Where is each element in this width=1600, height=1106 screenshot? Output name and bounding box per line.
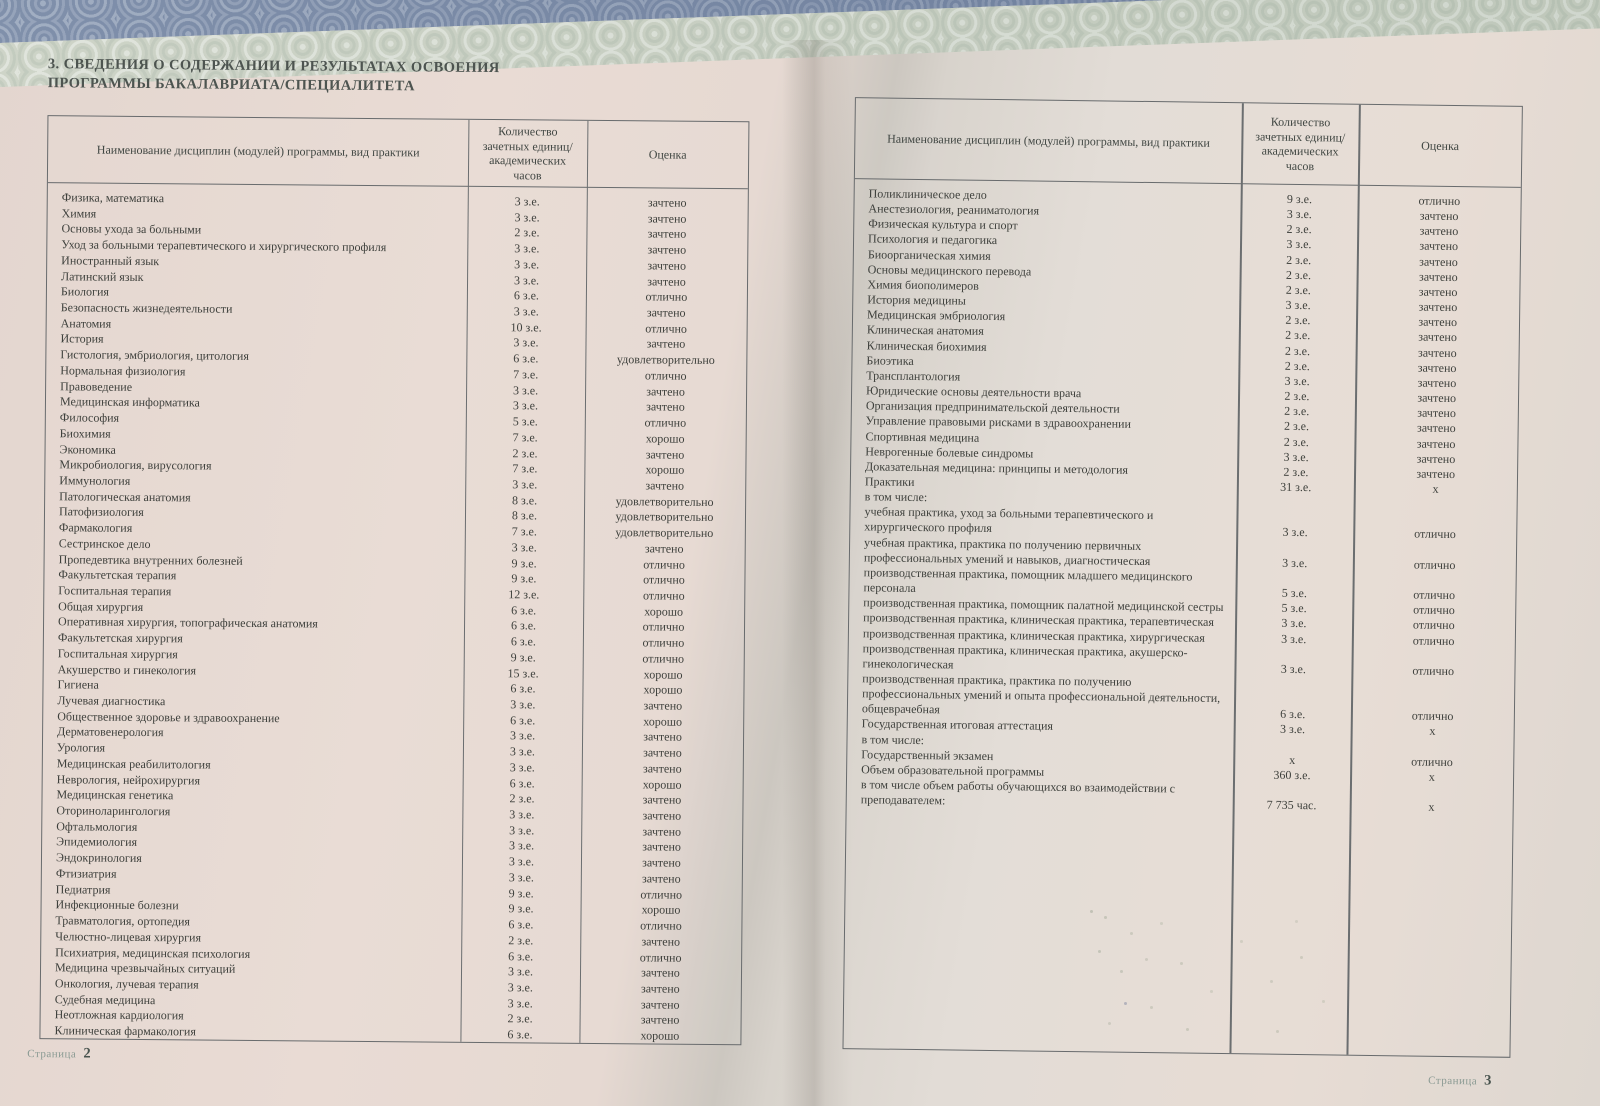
discipline-name: Урология (56, 740, 106, 755)
credits-value: 5 з.е. (1281, 585, 1307, 601)
discipline-name: Дерматовенерология (57, 724, 164, 740)
discipline-name: Пропедевтика внутренних болезней (58, 551, 243, 568)
grade-value: х (1428, 769, 1435, 784)
grade-value: отлично (643, 572, 685, 587)
grade-value: зачтено (1416, 466, 1456, 481)
grade-value: зачтено (1419, 239, 1459, 254)
grade-value: отлично (643, 556, 685, 572)
credits-value: 3 з.е. (1286, 206, 1312, 222)
discipline-name: Общественное здоровье и здравоохранение (57, 708, 280, 725)
section-title-line2: ПРОГРАММЫ БАКАЛАВРИАТА/СПЕЦИАЛИТЕТА (47, 75, 415, 95)
credits-value: 6 з.е. (508, 917, 534, 932)
grade-value: зачтено (643, 698, 683, 713)
grade-value: отлично (1411, 754, 1453, 769)
grade-value: зачтено (641, 871, 681, 886)
credits-value: 3 з.е. (509, 838, 535, 853)
disciplines-table-left (39, 115, 749, 1045)
credits-value: 6 з.е. (510, 681, 536, 696)
credits-value: 2 з.е. (1286, 222, 1312, 237)
credits-value: 7 з.е. (511, 524, 537, 539)
discipline-name: Биология (60, 284, 110, 300)
discipline-name: История медицины (867, 292, 967, 308)
grade-value: отлично (1414, 526, 1456, 542)
table-header-right (855, 98, 1522, 188)
credits-value: 3 з.е. (1285, 297, 1311, 313)
discipline-name: Оториноларингология (56, 803, 171, 819)
credits-value: 9 з.е. (510, 650, 536, 665)
discipline-name: Управление правовыми рисками в здравоохранении (865, 413, 1132, 432)
credits-value: 3 з.е. (1286, 237, 1312, 252)
credits-value: 9 з.е. (508, 901, 534, 916)
grade-value: зачтено (1419, 208, 1459, 224)
discipline-name: Клиническая анатомия (866, 322, 984, 339)
credits-value: 3 з.е. (1283, 449, 1309, 464)
credits-value: 3 з.е. (1282, 555, 1308, 570)
discipline-name: Трансплантология (866, 368, 961, 384)
credits-value: 9 з.е. (508, 885, 534, 901)
discipline-name: Объем образовательной программы (861, 762, 1045, 779)
grade-value: зачтено (644, 541, 684, 556)
discipline-name: Медицинская эмбриология (866, 307, 1006, 324)
grade-value: хорошо (641, 902, 681, 918)
credits-value: 8 з.е. (511, 508, 538, 523)
credits-value: 2 з.е. (1283, 419, 1310, 434)
grade-value: отлично (644, 368, 687, 383)
credits-value: 3 з.е. (507, 964, 534, 979)
credits-value: 3 з.е. (508, 870, 534, 885)
grade-value: зачтено (646, 305, 686, 320)
column-header-name: Наименование дисциплин (модулей) программы, вид практики (96, 142, 420, 160)
grade-value: хорошо (645, 431, 685, 446)
table-body-left (40, 183, 747, 1045)
credits-value: 3 з.е. (508, 854, 535, 869)
grade-value: зачтено (641, 965, 680, 980)
credits-value: 3 з.е. (514, 209, 540, 225)
discipline-name: учебная практика, уход за больными терапевтического и хирургического профиля (864, 504, 1154, 536)
grade-value: хорошо (640, 1028, 680, 1043)
grade-value: хорошо (643, 714, 683, 729)
grade-value: хорошо (645, 462, 685, 477)
discipline-name: Химия (61, 206, 97, 221)
discipline-name: в том числе объем работы обучающихся во взаимодействии с преподавателем: (860, 777, 1176, 808)
grade-value: отлично (642, 619, 685, 635)
disciplines-table-right (842, 97, 1522, 1058)
grade-value: отлично (1413, 602, 1455, 618)
credits-value: 2 з.е. (507, 1011, 533, 1026)
grade-value: зачтено (641, 981, 680, 996)
ink-speckle-marks (1090, 910, 1093, 913)
grade-value: зачтено (1418, 284, 1458, 299)
discipline-name: Педиатрия (55, 881, 111, 897)
discipline-name: Гистология, эмбриология, цитология (60, 347, 249, 364)
credits-value: 6 з.е. (510, 618, 537, 633)
grade-value: х (1432, 481, 1439, 496)
discipline-name: Травматология, ортопедия (55, 913, 191, 929)
grade-value: отлично (644, 415, 687, 430)
grade-value: отлично (642, 588, 685, 603)
credits-value: 2 з.е. (1285, 328, 1311, 343)
grade-value: отлично (1413, 557, 1456, 572)
credits-value: 3 з.е. (509, 744, 536, 759)
grade-value: х (1429, 724, 1436, 739)
grade-value: зачтено (1416, 436, 1456, 451)
column-header-grade: Оценка (648, 147, 687, 162)
credits-value: 3 з.е. (514, 241, 540, 256)
grade-value: зачтено (1418, 299, 1458, 315)
credits-value: 2 з.е. (1285, 267, 1312, 282)
credits-value: 31 з.е. (1280, 479, 1312, 495)
credits-value: 2 з.е. (1284, 343, 1311, 358)
credits-value: 9 з.е. (511, 571, 537, 586)
credits-value: 3 з.е. (512, 398, 539, 413)
discipline-name: Гигиена (57, 677, 99, 692)
grade-value: зачтено (640, 997, 680, 1012)
credits-value: 3 з.е. (1284, 373, 1310, 389)
discipline-name: Патологическая анатомия (59, 488, 191, 505)
grade-value: хорошо (642, 776, 682, 792)
credits-value: 7 з.е. (513, 367, 539, 382)
discipline-name: Неврогенные болевые синдромы (865, 443, 1034, 461)
discipline-name: Спортивная медицина (865, 428, 980, 445)
credits-value: 2 з.е. (1283, 434, 1309, 449)
grade-value: зачтено (1416, 420, 1456, 436)
credits-value: 15 з.е. (507, 665, 539, 681)
credits-value: 3 з.е. (509, 760, 535, 775)
grade-value: зачтено (646, 399, 685, 415)
discipline-name: производственная практика, практика по получению профессиональных умений и опыта профессиональной деятельности, общеврачебная (861, 671, 1221, 717)
credits-value: 10 з.е. (510, 319, 542, 335)
credits-value: 3 з.е. (507, 995, 533, 1011)
credits-value: 2 з.е. (1283, 464, 1309, 479)
credits-value: 3 з.е. (512, 477, 538, 492)
discipline-name: Поликлиническое дело (868, 186, 987, 202)
discipline-name: Анатомия (60, 316, 112, 331)
credits-value: 6 з.е. (513, 351, 539, 366)
credits-value: 7 з.е. (512, 430, 538, 445)
section-title (48, 55, 528, 97)
grade-value: зачтено (642, 761, 682, 776)
credits-value: 3 з.е. (513, 272, 540, 288)
section-title-line1: 3. СВЕДЕНИЯ О СОДЕРЖАНИИ И РЕЗУЛЬТАТАХ ОСВОЕНИЯ (47, 56, 500, 77)
credits-value: 6 з.е. (511, 602, 537, 618)
discipline-name: Латинский язык (61, 268, 144, 284)
table-body-right (847, 179, 1521, 816)
credits-value: 3 з.е. (513, 304, 539, 319)
discipline-name: Физическая культура и спорт (868, 216, 1018, 233)
grade-value: зачтено (647, 195, 687, 210)
credits-value: 360 з.е. (1273, 767, 1311, 783)
discipline-name: Физика, математика (61, 190, 165, 206)
credits-value: 2 з.е. (512, 445, 538, 460)
credits-value: 3 з.е. (513, 335, 539, 350)
discipline-name: Нормальная физиология (60, 363, 186, 379)
grade-value: зачтено (647, 273, 686, 289)
credits-value: 2 з.е. (1285, 282, 1311, 298)
grade-value: удовлетворительно (615, 509, 714, 525)
credits-value: х (1289, 752, 1296, 767)
page-number-value: 3 (1484, 1072, 1492, 1089)
discipline-name: производственная практика, клиническая практика, хирургическая (862, 625, 1205, 645)
discipline-name: Патофизиология (58, 504, 144, 520)
grade-value: зачтено (645, 478, 685, 493)
grade-value: отлично (642, 635, 685, 650)
discipline-name: Челюстно-лицевая хирургия (55, 929, 202, 945)
column-header-credits: Количество зачетных единиц/ академических часов (482, 124, 573, 182)
grade-value: зачтено (642, 792, 682, 808)
credits-value: 3 з.е. (1281, 631, 1307, 646)
grade-value: зачтено (647, 242, 687, 257)
discipline-name: Офтальмология (56, 819, 138, 834)
discipline-name: Уход за больными терапевтического и хирургического профиля (61, 237, 387, 255)
discipline-name: Биохимия (59, 426, 111, 441)
page-number-value: 2 (83, 1045, 91, 1062)
discipline-name: Безопасность жизнедеятельности (60, 300, 233, 316)
grade-value: отлично (1412, 663, 1455, 678)
credits-value: 2 з.е. (508, 932, 534, 948)
credits-value: 3 з.е. (1280, 661, 1306, 676)
discipline-name: Эпидемиология (56, 834, 138, 850)
grade-value: зачтено (643, 729, 682, 745)
discipline-name: в том числе: (861, 731, 925, 747)
grade-value: отлично (645, 321, 688, 336)
grade-value: зачтено (646, 384, 685, 399)
credits-value: 3 з.е. (509, 822, 535, 838)
credits-value: 9 з.е. (511, 555, 537, 570)
grade-value: зачтено (646, 336, 686, 352)
grade-value: отлично (1412, 617, 1455, 633)
credits-value: 6 з.е. (1280, 707, 1306, 722)
column-header-grade: Оценка (1421, 138, 1460, 153)
discipline-name: Медицинская реабилитология (56, 756, 211, 772)
grade-value: зачтено (645, 446, 685, 462)
discipline-name: Факультетская терапия (58, 567, 177, 583)
credits-value: 3 з.е. (514, 257, 540, 272)
discipline-name: Онкология, лучевая терапия (54, 976, 199, 992)
discipline-name: Общая хирургия (58, 598, 144, 614)
discipline-name: Клиническая биохимия (866, 337, 987, 354)
grade-value: зачтено (640, 1012, 680, 1028)
discipline-name: Клиническая фармакология (54, 1023, 196, 1039)
discipline-name: Госпитальная хирургия (57, 646, 178, 662)
grade-value: зачтено (642, 808, 682, 823)
grade-value: зачтено (647, 258, 687, 273)
discipline-name: Практики (864, 474, 915, 489)
grade-value: хорошо (643, 666, 683, 682)
discipline-name: Государственный экзамен (861, 747, 994, 763)
credits-value: 3 з.е. (1281, 616, 1307, 631)
discipline-name: Неотложная кардиология (54, 1007, 184, 1023)
grade-value: зачтено (1419, 254, 1458, 269)
grade-value: зачтено (1419, 223, 1459, 239)
credits-value: 2 з.е. (1284, 358, 1310, 373)
column-header-credits: Количество зачетных единиц/ академических часов (1255, 114, 1346, 173)
discipline-name: Фтизиатрия (55, 866, 117, 881)
discipline-name: Психиатрия, медицинская психология (55, 944, 251, 961)
credits-value: 12 з.е. (508, 587, 540, 602)
grade-value: зачтено (1418, 269, 1458, 284)
credits-value: 6 з.е. (509, 775, 535, 791)
discipline-name: Инфекционные болезни (55, 897, 179, 913)
discipline-name: Госпитальная терапия (58, 583, 172, 599)
discipline-name: Медицина чрезвычайных ситуаций (54, 960, 236, 977)
discipline-name: производственная практика, клиническая практика, акушерско-гинекологическая (862, 640, 1188, 672)
discipline-name: Акушерство и гинекология (57, 661, 197, 678)
grade-value: зачтено (643, 745, 682, 760)
discipline-name: История (60, 331, 104, 347)
grade-value: отлично (639, 949, 682, 965)
credits-value: 6 з.е. (510, 634, 536, 649)
credits-value: 6 з.е. (510, 712, 536, 728)
grade-value: хорошо (643, 682, 683, 697)
page-label: Страница (27, 1048, 77, 1061)
page-number-right (1428, 1072, 1492, 1090)
credits-value: 3 з.е. (512, 382, 539, 398)
grade-value: отлично (1418, 193, 1461, 209)
discipline-name: Философия (59, 410, 120, 425)
discipline-name: Биоорганическая химия (867, 246, 991, 263)
grade-value: хорошо (644, 604, 684, 619)
grade-value: зачтено (1416, 451, 1456, 466)
discipline-name: Медицинская генетика (56, 787, 174, 803)
grade-value: зачтено (642, 855, 681, 870)
discipline-name: Доказательная медицина: принципы и методология (865, 459, 1129, 477)
credits-value: 7 735 час. (1266, 797, 1317, 813)
discipline-name: Судебная медицина (54, 991, 156, 1007)
column-header-name: Наименование дисциплин (модулей) программы, вид практики (887, 131, 1210, 150)
credits-value: 2 з.е. (509, 791, 535, 806)
grade-value: зачтено (1417, 375, 1457, 390)
discipline-name: Эндокринология (55, 850, 142, 866)
discipline-name: Медицинская информатика (59, 394, 200, 410)
discipline-name: Сестринское дело (58, 536, 151, 551)
discipline-name: производственная практика, помощник младшего медицинского персонала (863, 565, 1193, 596)
grade-value: зачтено (1418, 329, 1457, 345)
discipline-name: Оперативная хирургия, топографическая анатомия (57, 614, 318, 631)
discipline-name: Иммунология (59, 473, 131, 488)
grade-value: зачтено (647, 211, 687, 226)
discipline-name: Биоэтика (866, 353, 914, 368)
credits-value: 2 з.е. (1284, 403, 1310, 419)
credits-value: 3 з.е. (514, 194, 540, 209)
grade-value: отлично (1412, 633, 1455, 648)
credits-value: 9 з.е. (1286, 191, 1313, 207)
page-left (21, 55, 766, 1101)
grade-value: зачтено (642, 824, 682, 839)
credits-value: 6 з.е. (508, 948, 534, 963)
page-number-left (27, 1045, 90, 1063)
discipline-name: Фармакология (58, 520, 133, 536)
discipline-name: в том числе: (864, 489, 928, 505)
credits-value: 3 з.е. (509, 728, 536, 743)
discipline-name: Правоведение (60, 378, 133, 394)
grade-value: зачтено (1418, 314, 1458, 330)
discipline-name: Государственная итоговая аттестация (861, 716, 1054, 734)
credits-value: 8 з.е. (512, 492, 538, 508)
credits-value: 3 з.е. (507, 980, 533, 995)
grade-value: удовлетворительно (615, 493, 714, 509)
credits-value: 3 з.е. (510, 697, 536, 712)
discipline-name: Анестезиология, реаниматология (868, 201, 1040, 218)
discipline-name: учебная практика, практика по получению первичных профессиональных умений и навыков, диагностическая (863, 534, 1151, 568)
page-right (830, 92, 1533, 1106)
credits-value: 2 з.е. (1286, 252, 1312, 267)
table-header-left (48, 116, 749, 189)
discipline-name: Экономика (59, 441, 116, 457)
discipline-name: Неврология, нейрохирургия (56, 771, 201, 788)
grade-value: отлично (1411, 708, 1454, 724)
discipline-name: Лучевая диагностика (57, 693, 166, 709)
discipline-name: Основы ухода за больными (61, 221, 202, 237)
discipline-name: Факультетская хирургия (57, 630, 183, 646)
grade-value: зачтено (642, 839, 681, 855)
grade-value: отлично (1413, 587, 1456, 603)
discipline-name: производственная практика, клиническая практика, терапевтическая (863, 610, 1214, 630)
grade-value: зачтено (1417, 390, 1457, 406)
credits-value: 5 з.е. (1281, 601, 1307, 616)
grade-value: зачтено (1417, 405, 1456, 421)
discipline-name: производственная практика, помощник палатной медицинской сестры (863, 595, 1224, 615)
credits-value: 3 з.е. (1282, 525, 1308, 540)
grade-value: зачтено (1417, 345, 1457, 360)
grade-value: отлично (640, 918, 682, 933)
credits-value: 3 з.е. (511, 540, 537, 555)
grade-value: удовлетворительно (616, 352, 715, 368)
grade-value: отлично (642, 651, 685, 666)
credits-value: 7 з.е. (512, 461, 538, 476)
grade-value: отлично (645, 289, 688, 305)
grade-value: отлично (640, 886, 683, 902)
discipline-name: Организация предпринимательской деятельности (865, 398, 1120, 416)
credits-value: 5 з.е. (512, 414, 538, 429)
grade-value: зачтено (641, 934, 681, 949)
credits-value: 3 з.е. (509, 807, 535, 822)
page-label: Страница (1428, 1074, 1478, 1088)
credits-value: 6 з.е. (513, 288, 540, 303)
grade-value: зачтено (1417, 360, 1457, 375)
discipline-name: Основы медицинского перевода (867, 262, 1032, 279)
credits-value: 3 з.е. (1279, 722, 1306, 737)
grade-value: зачтено (647, 226, 687, 242)
discipline-name: Иностранный язык (61, 253, 160, 269)
credits-value: 2 з.е. (1285, 313, 1311, 328)
grade-value: х (1428, 799, 1435, 815)
credits-value: 2 з.е. (514, 225, 540, 240)
grade-value: удовлетворительно (615, 525, 714, 541)
discipline-name: Юридические основы деятельности врача (866, 383, 1082, 401)
credits-value: 6 з.е. (507, 1027, 533, 1042)
discipline-name: Психология и педагогика (867, 231, 998, 248)
discipline-name: Микробиология, вирусология (59, 457, 212, 473)
credits-value: 2 з.е. (1284, 388, 1310, 404)
discipline-name: Химия биополимеров (867, 277, 979, 293)
